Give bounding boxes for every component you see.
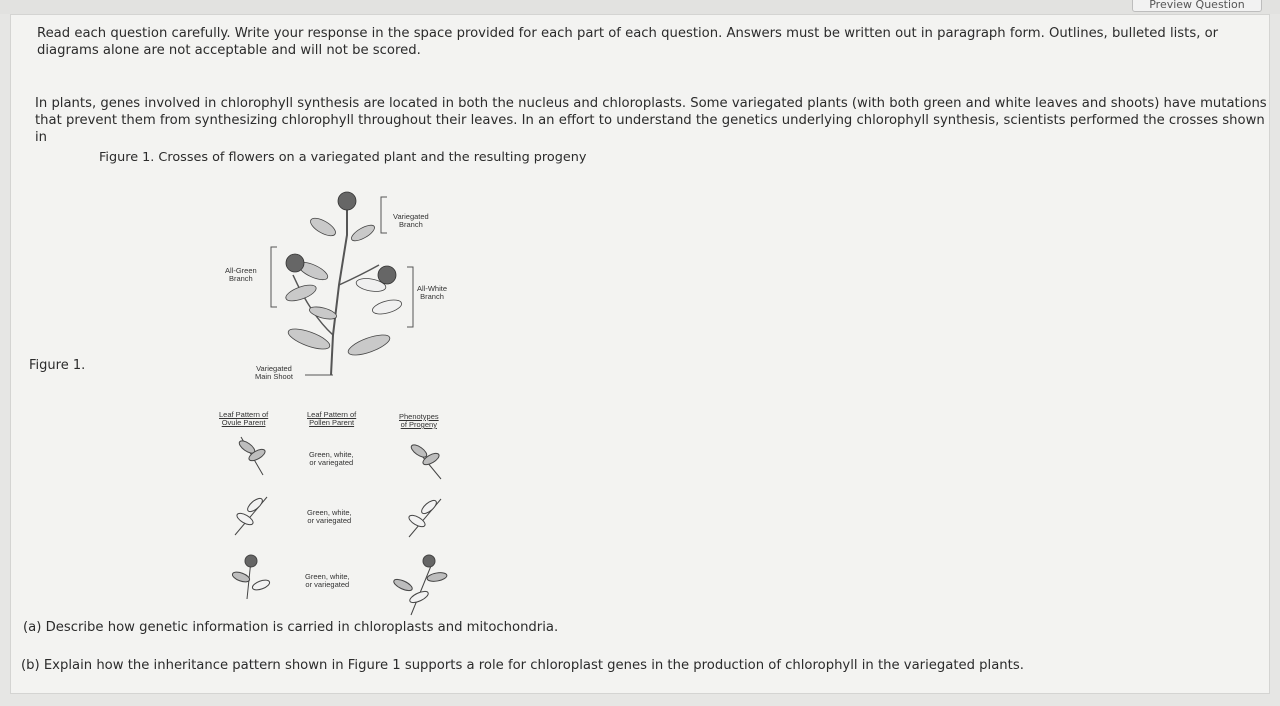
pollen-row-1: Green, white, or variegated <box>309 450 354 467</box>
progeny-phenotypes-header: Phenotypes of Progeny <box>399 412 439 429</box>
question-b: (b) Explain how the inheritance pattern shown in Figure 1 supports a role for chloroplast genes in the production of chlorophyll in the variegated plants. <box>21 658 1024 673</box>
figure-caption: Figure 1. Crosses of flowers on a variegated plant and the resulting progeny <box>99 150 587 165</box>
ovule-parent-header: Leaf Pattern of Ovule Parent <box>219 410 269 427</box>
pollen-parent-header: Leaf Pattern of Pollen Parent <box>307 410 357 427</box>
pollen-row-3: Green, white, or variegated <box>305 572 350 589</box>
question-a: (a) Describe how genetic information is carried in chloroplasts and mitochondria. <box>23 620 559 635</box>
all-white-branch-label: All-White Branch <box>417 284 448 301</box>
intro-paragraph: In plants, genes involved in chlorophyll synthesis are located in both the nucleus and chloroplasts. Some variegated plants (with both green and white leaves and shoots) have mutations that prevent them from synthesizing chlorophyll throughout their leaves. In an effort to understand the genetics underlying chlorophyll synthesis, scientists performed the crosses shown in <box>35 96 1267 145</box>
pollen-row-2: Green, white, or variegated <box>307 508 352 525</box>
top-bar <box>0 0 1280 14</box>
preview-question-button[interactable]: Preview Question <box>1132 0 1262 12</box>
question-panel <box>10 14 1270 694</box>
instructions-text: Read each question carefully. Write your response in the space provided for each part of each question. Answers must be written out in paragraph form. Outlines, bulleted lists, or diagrams alone are not acceptable and will not be scored. <box>37 26 1219 58</box>
variegated-main-shoot-label: Variegated Main Shoot <box>255 364 293 381</box>
plant-illustration <box>201 175 471 620</box>
all-green-branch-label: All-Green Branch <box>225 266 257 283</box>
variegated-branch-label: Variegated Branch <box>393 212 429 229</box>
figure-side-label: Figure 1. <box>29 358 86 373</box>
figure-1 <box>201 175 471 620</box>
